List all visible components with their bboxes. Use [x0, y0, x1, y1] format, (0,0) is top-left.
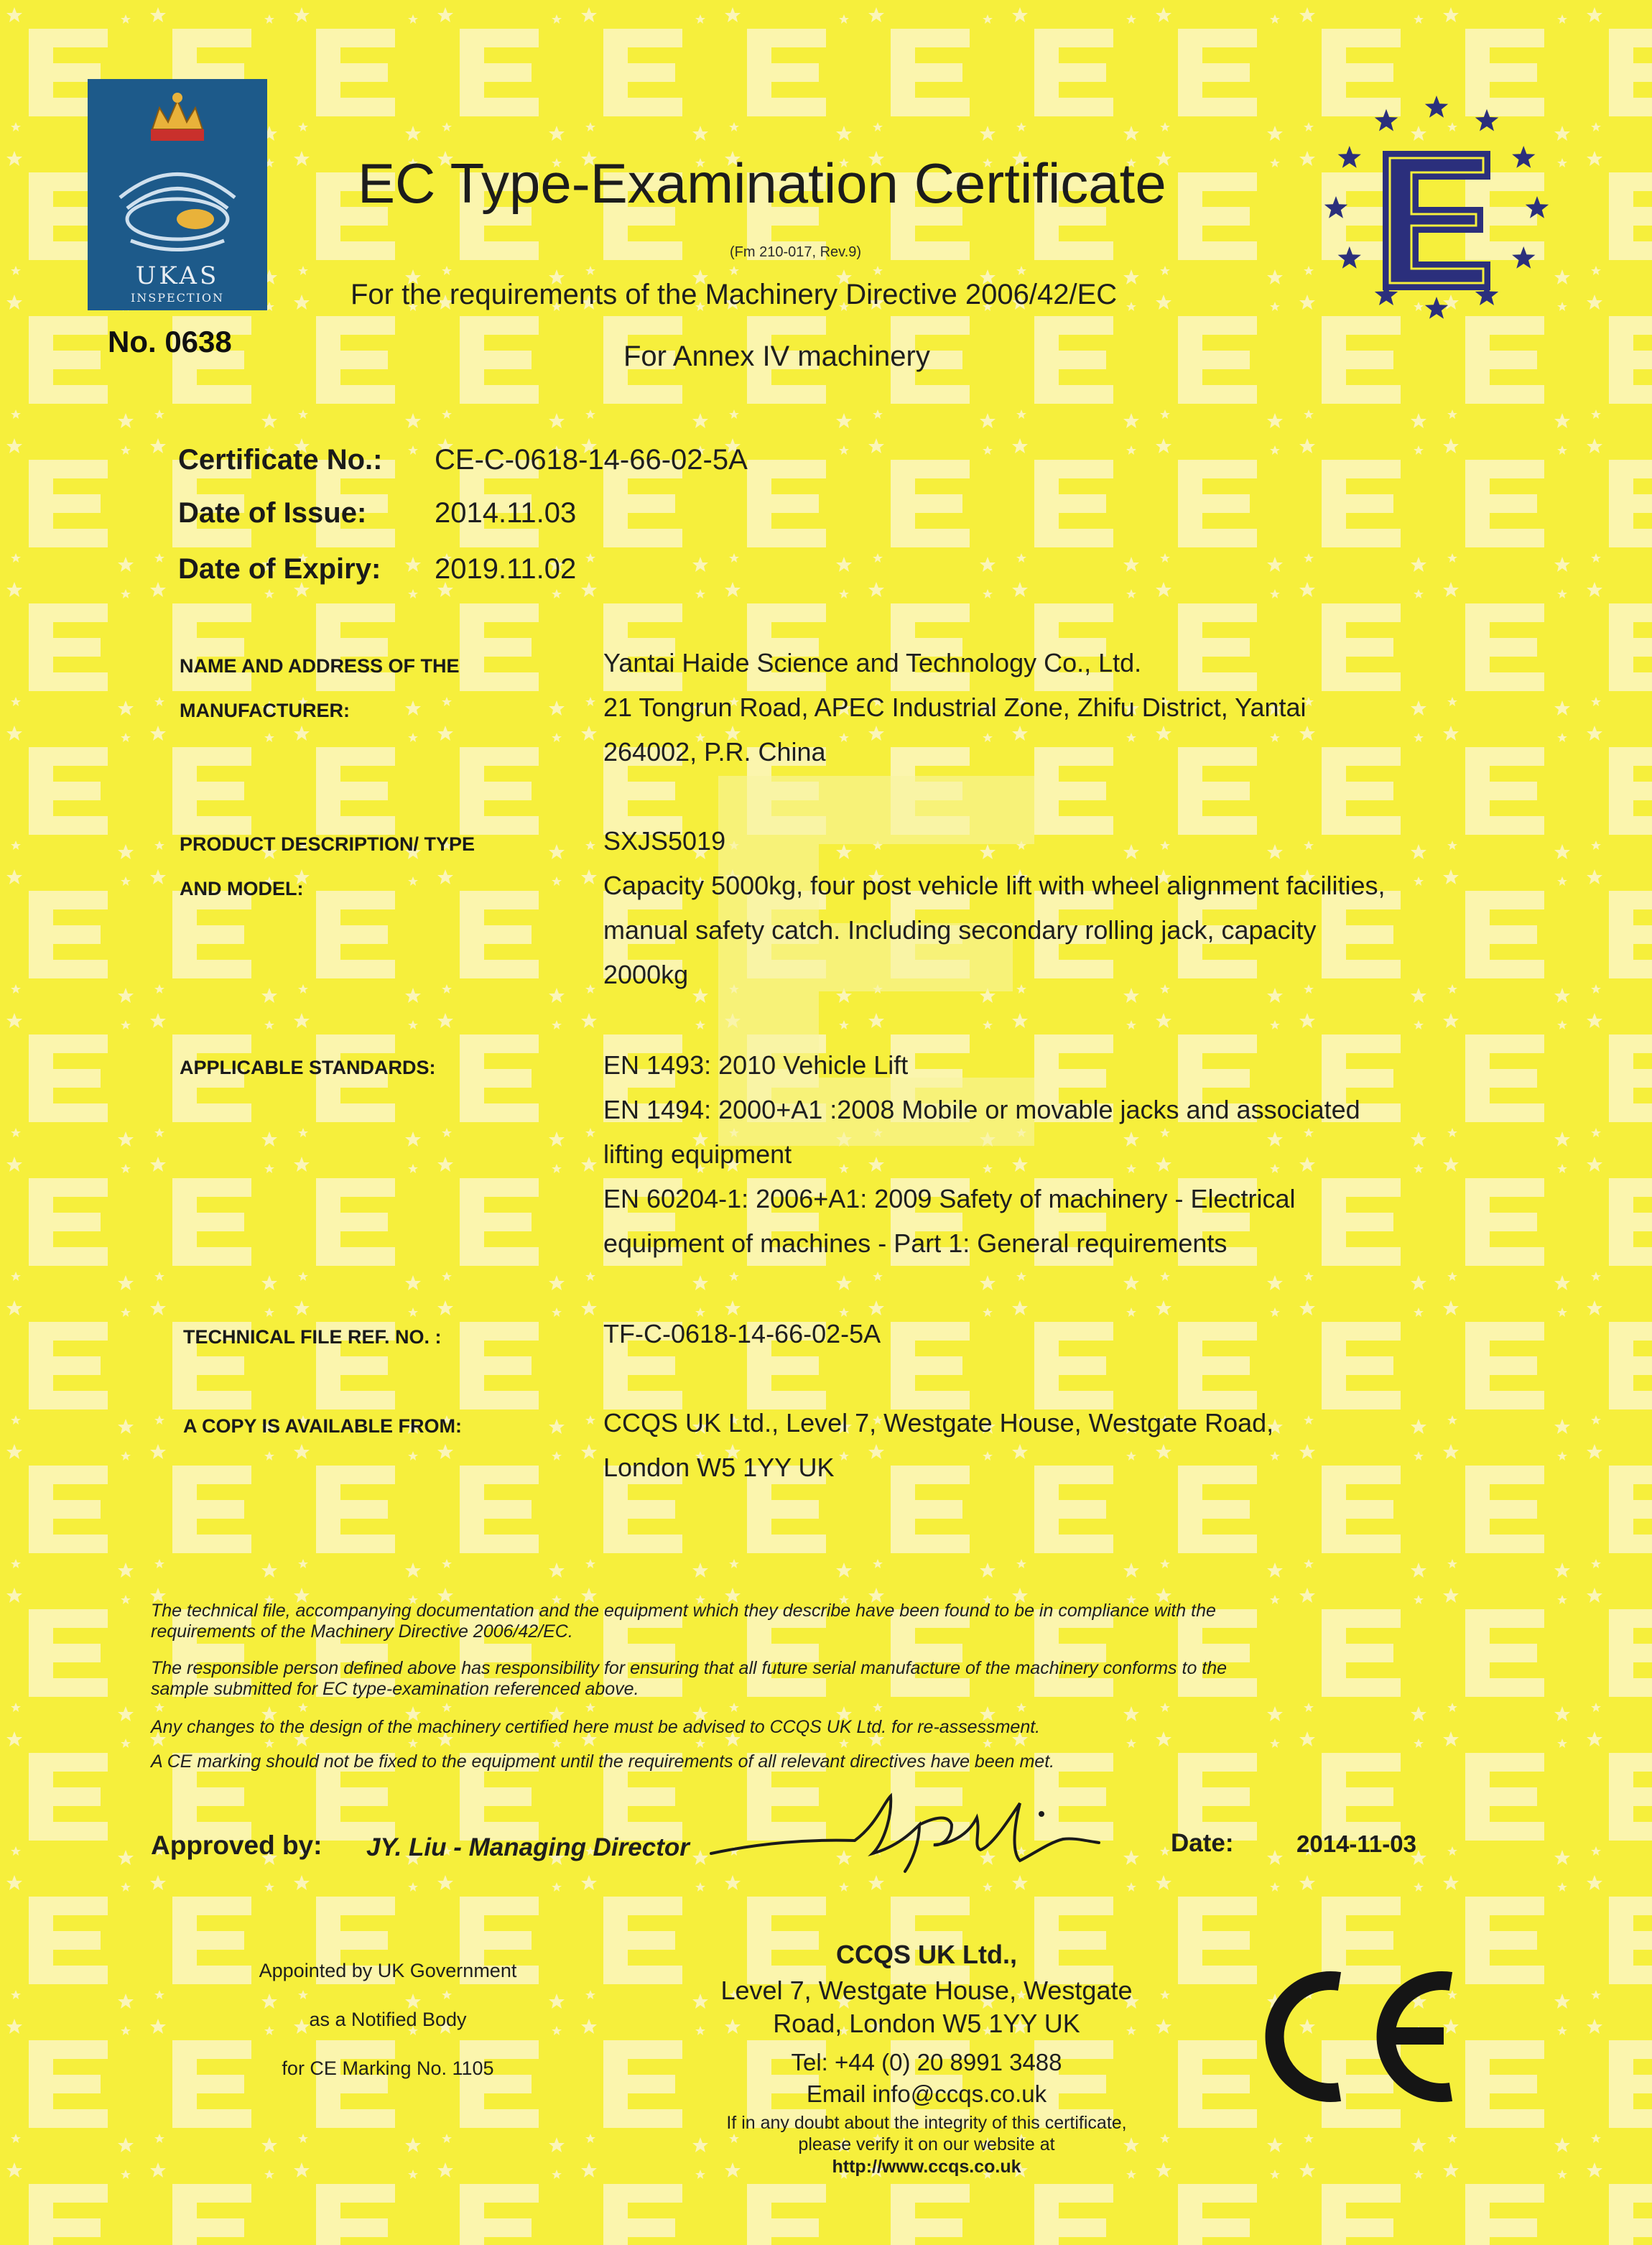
website-link[interactable]: http://www.ccqs.co.uk — [832, 2157, 1021, 2177]
annex-line: For Annex IV machinery — [623, 341, 930, 372]
emblem-star-icon — [1338, 246, 1361, 269]
technical-file-ref: TF-C-0618-14-66-02-5A — [603, 1319, 881, 1348]
emblem-star-icon — [1338, 146, 1361, 168]
issuer-address: Level 7, Westgate House, Westgate Road, London W5 1YY UK — [720, 1976, 1133, 2038]
approver-name: JY. Liu - Managing Director — [366, 1833, 690, 1861]
notified-body-line-2: as a Notified Body — [309, 2009, 467, 2030]
product-label: PRODUCT DESCRIPTION/ TYPE AND MODEL: — [180, 833, 475, 899]
eu-star-emblem — [1322, 90, 1551, 327]
logo-number: No. 0638 — [108, 325, 232, 358]
ukas-crown-logo — [88, 79, 267, 310]
approved-by-label: Approved by: — [151, 1830, 322, 1860]
applicable-standards: EN 1493: 2010 Vehicle Lift EN 1494: 2000+A1 :2008 Mobile or movable jacks and associated lifting equipment EN 60204-1: 2006+A1: 2009 Safety of machinery - Electrical equipment of machines - Part 1: General requirements — [603, 1050, 1360, 1258]
compliance-text: The technical file, accompanying documentation and the equipment which they describe have been found to be in compliance with the requirements of the Machinery Directive 2006/42/EC. — [151, 1601, 1216, 1642]
emblem-star-icon — [1475, 109, 1498, 131]
date-label: Date: — [1171, 1829, 1234, 1857]
responsibility-text: The responsible person defined above has responsibility for ensuring that all future serial manufacture of the machinery conforms to the sample submitted for EC type-examination referenced above. — [151, 1658, 1228, 1699]
standards-label: APPLICABLE STANDARDS: — [180, 1057, 436, 1078]
issue-date-label: Date of Issue: — [178, 497, 367, 529]
issuer-email: Email info@ccqs.co.uk — [806, 2080, 1047, 2107]
emblem-star-icon — [1512, 146, 1535, 168]
emblem-star-icon — [1425, 96, 1448, 118]
notified-body-line-1: Appointed by UK Government — [259, 1960, 517, 1981]
logo-sub: INSPECTION — [130, 291, 225, 305]
issuer-name: CCQS UK Ltd., — [836, 1940, 1017, 1969]
expiry-date-label: Date of Expiry: — [178, 553, 381, 585]
certificate-number-label: Certificate No.: — [178, 444, 383, 476]
emblem-star-icon — [1512, 246, 1535, 269]
expiry-date: 2019.11.02 — [435, 553, 577, 585]
product-description: SXJS5019 Capacity 5000kg, four post vehicle lift with wheel alignment facilities, manual safety catch. Including secondary rolling jack, capacity 2000kg — [603, 826, 1386, 989]
certificate-title: EC Type-Examination Certificate — [358, 152, 1166, 215]
manufacturer-label: NAME AND ADDRESS OF THE MANUFACTURER: — [180, 655, 460, 721]
logo-brand: UKAS — [135, 261, 220, 290]
form-reference: (Fm 210-017, Rev.9) — [730, 244, 862, 260]
emblem-star-icon — [1526, 196, 1549, 218]
certificate-number: CE-C-0618-14-66-02-5A — [435, 444, 748, 476]
emblem-star-icon — [1324, 196, 1347, 218]
copy-available-label: A COPY IS AVAILABLE FROM: — [183, 1415, 463, 1437]
emblem-star-icon — [1375, 109, 1398, 131]
technical-file-label: TECHNICAL FILE REF. NO. : — [183, 1326, 442, 1348]
issuer-tel: Tel: +44 (0) 20 8991 3488 — [791, 2049, 1062, 2075]
notified-body-line-3: for CE Marking No. 1105 — [282, 2057, 494, 2079]
approval-date: 2014-11-03 — [1296, 1830, 1416, 1857]
verify-note: If in any doubt about the integrity of this certificate, please verify it on our website at — [726, 2113, 1127, 2154]
ce-marking-text: A CE marking should not be fixed to the equipment until the requirements of all relevant directives have been met. — [151, 1751, 1055, 1772]
issue-date: 2014.11.03 — [435, 497, 577, 529]
manufacturer-address: Yantai Haide Science and Technology Co., Ltd. 21 Tongrun Road, APEC Industrial Zone, Zhifu District, Yantai 264002, P.R. China — [603, 648, 1307, 767]
changes-text: Any changes to the design of the machinery certified here must be advised to CCQS UK Ltd. for re-assessment. — [151, 1717, 1041, 1737]
copy-available-address: CCQS UK Ltd., Level 7, Westgate House, Westgate Road, London W5 1YY UK — [603, 1408, 1274, 1482]
ce-mark — [1250, 1961, 1465, 2112]
signature — [704, 1774, 1106, 1882]
emblem-star-icon — [1425, 297, 1448, 319]
directive-line: For the requirements of the Machinery Directive 2006/42/EC — [351, 279, 1118, 310]
